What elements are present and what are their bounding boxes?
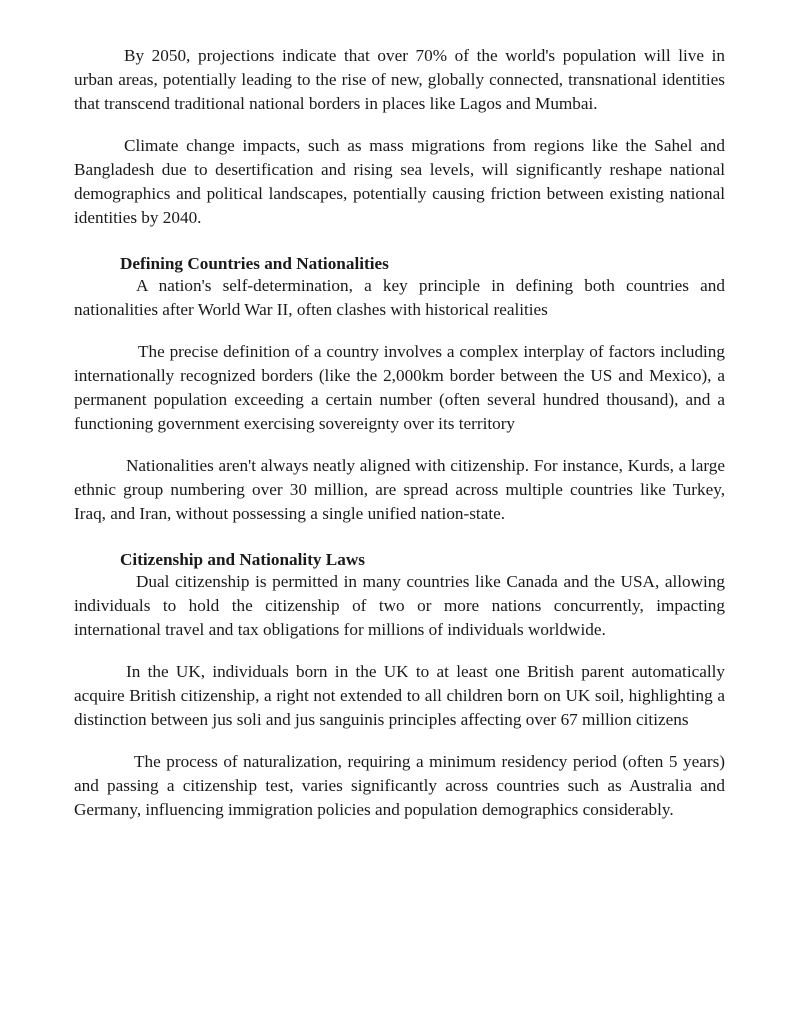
section-heading-defining-countries: Defining Countries and Nationalities (120, 254, 389, 273)
section-heading-citizenship-laws: Citizenship and Nationality Laws (120, 550, 365, 569)
paragraph-dual-citizenship: Dual citizenship is permitted in many countries like Canada and the USA, allowing individuals to hold the citizenship of two or more nations concurrently, impacting international travel and tax obligations for millions of individuals worldwide. (74, 572, 725, 639)
paragraph-climate-change: Climate change impacts, such as mass migrations from regions like the Sahel and Bangladesh due to desertification and rising sea levels, will significantly reshape national demographics and political landscapes, potentially causing friction between existing national identities by 2040. (74, 136, 725, 227)
paragraph-nationalities: Nationalities aren't always neatly aligned with citizenship. For instance, Kurds, a large ethnic group numbering over 30 million, are spread across multiple countries like Turkey, Iraq, and Iran, without possessing a single unified nation-state. (74, 456, 725, 523)
paragraph-naturalization: The process of naturalization, requiring a minimum residency period (often 5 years) and passing a citizenship test, varies significantly across countries such as Australia and Germany, influencing immigration policies and population demographics considerably. (74, 752, 725, 819)
document-page (74, 44, 725, 840)
paragraph-urbanization: By 2050, projections indicate that over 70% of the world's population will live in urban areas, potentially leading to the rise of new, globally connected, transnational identities that transcend traditional national borders in places like Lagos and Mumbai. (74, 46, 725, 113)
paragraph-self-determination: A nation's self-determination, a key principle in defining both countries and nationalities after World War II, often clashes with historical realities (74, 276, 725, 319)
paragraph-uk-citizenship: In the UK, individuals born in the UK to at least one British parent automatically acquire British citizenship, a right not extended to all children born on UK soil, highlighting a distinction between jus soli and jus sanguinis principles affecting over 67 million citizens (74, 662, 725, 729)
paragraph-country-definition: The precise definition of a country involves a complex interplay of factors including internationally recognized borders (like the 2,000km border between the US and Mexico), a permanent population exceeding a certain number (often several hundred thousand), and a functioning government exercising sovereignty over its territory (74, 342, 725, 433)
